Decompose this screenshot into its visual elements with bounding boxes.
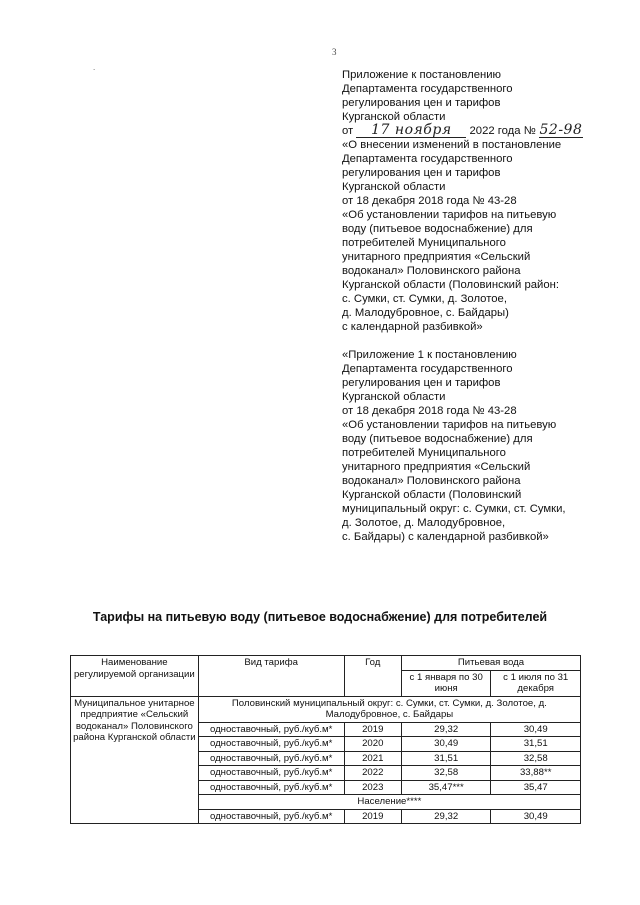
annex-line: Курганской области	[342, 111, 446, 123]
page-number: 3	[332, 47, 337, 57]
header-water: Питьевая вода	[401, 656, 580, 671]
half2-value-cell: 32,58	[491, 751, 581, 766]
annex-text-line: Курганской области	[342, 391, 446, 403]
annex-text-line: «Об установлении тарифов на питьевую	[342, 419, 557, 431]
tariff-kind-cell: одноставочный, руб./куб.м*	[198, 809, 344, 824]
annex-text-line: от 18 декабря 2018 года № 43-28	[342, 195, 517, 207]
annex-text-line: от 18 декабря 2018 года № 43-28	[342, 405, 517, 417]
date-suffix: 2022 года №	[469, 125, 536, 137]
annex-text-line: с. Байдары) с календарной разбивкой»	[342, 531, 549, 543]
annex-text-line: Курганской области (Половинский район:	[342, 279, 559, 291]
page-title: Тарифы на питьевую воду (питьевое водоснабжение) для потребителей	[92, 610, 548, 624]
population-cell: Население****	[198, 795, 580, 810]
year-cell: 2023	[344, 780, 401, 795]
table-row	[71, 696, 581, 722]
annex-text-line: «Об установлении тарифов на питьевую	[342, 209, 557, 221]
annex-text-line: с календарной разбивкой»	[342, 321, 483, 333]
header-year: Год	[344, 656, 401, 697]
table-body	[71, 696, 581, 824]
tariff-kind-cell: одноставочный, руб./куб.м*	[198, 751, 344, 766]
annex-text-line: унитарного предприятия «Сельский	[342, 461, 531, 473]
annex-text-line: потребителей Муниципального	[342, 447, 506, 459]
year-cell: 2020	[344, 737, 401, 752]
handwritten-number-text: 52-98	[539, 122, 583, 138]
header-half1: с 1 января по 30 июня	[401, 670, 491, 696]
annex-text-line: потребителей Муниципального	[342, 237, 506, 249]
half1-value-cell: 31,51	[401, 751, 491, 766]
annex-text-line: д. Золотое, д. Малодубровное,	[342, 517, 506, 529]
table-header-row	[71, 656, 581, 671]
annex-text-line: Департамента государственного	[342, 363, 513, 375]
amendment-title	[342, 138, 632, 334]
annex-text-line: воду (питьевое водоснабжение) для	[342, 433, 533, 445]
annex1-header	[342, 348, 632, 544]
header-org: Наименование регулируемой организации	[71, 656, 199, 697]
tariff-kind-cell: одноставочный, руб./куб.м*	[198, 780, 344, 795]
annex-text-line: д. Малодубровное, с. Байдары)	[342, 307, 509, 319]
tariff-kind-cell: одноставочный, руб./куб.м*	[198, 737, 344, 752]
org-name-cell: Муниципальное унитарное предприятие «Сельский водоканал» Половинского района Курганской области	[71, 696, 199, 824]
handwritten-number	[539, 124, 583, 138]
tariff-kind-cell: одноставочный, руб./куб.м*	[198, 766, 344, 781]
stray-mark: .	[93, 63, 96, 72]
annex-text-line: муниципальный округ: с. Сумки, ст. Сумки,	[342, 503, 566, 515]
annex-text-line: водоканал» Половинского района	[342, 265, 521, 277]
year-cell: 2021	[344, 751, 401, 766]
annex-text-line: регулирования цен и тарифов	[342, 377, 501, 389]
year-cell: 2022	[344, 766, 401, 781]
annex-text-line: «О внесении изменений в постановление	[342, 139, 562, 151]
tariff-table	[70, 655, 581, 824]
half1-value-cell: 29,32	[401, 722, 491, 737]
annex-line: Департамента государственного	[342, 83, 513, 95]
annex-text-line: воду (питьевое водоснабжение) для	[342, 223, 533, 235]
annex-text-line: «Приложение 1 к постановлению	[342, 349, 517, 361]
half1-value-cell: 29,32	[401, 809, 491, 824]
annex-text-line: Курганской области	[342, 181, 446, 193]
annex-line: регулирования цен и тарифов	[342, 97, 501, 109]
half1-value-cell: 32,58	[401, 766, 491, 781]
half2-value-cell: 35,47	[491, 780, 581, 795]
half1-value-cell: 35,47***	[401, 780, 491, 795]
half2-value-cell: 30,49	[491, 722, 581, 737]
annex-text-line: унитарного предприятия «Сельский	[342, 251, 531, 263]
half2-value-cell: 30,49	[491, 809, 581, 824]
half1-value-cell: 30,49	[401, 737, 491, 752]
annex-line: Приложение к постановлению	[342, 69, 502, 81]
half2-value-cell: 33,88**	[491, 766, 581, 781]
year-cell: 2019	[344, 722, 401, 737]
annex-header	[342, 68, 632, 544]
year-cell: 2019	[344, 809, 401, 824]
annex-text-line: Департамента государственного	[342, 153, 513, 165]
handwritten-date-text: 17 ноября	[356, 124, 466, 138]
annex-text-line: с. Сумки, ст. Сумки, д. Золотое,	[342, 293, 507, 305]
half2-value-cell: 31,51	[491, 737, 581, 752]
date-prefix: от	[342, 125, 354, 137]
region-cell: Половинский муниципальный округ: с. Сумки, ст. Сумки, д. Золотое, д. Малодубровное, с. Байдары	[198, 696, 580, 722]
annex-text-line: водоканал» Половинского района	[342, 475, 521, 487]
header-kind: Вид тарифа	[198, 656, 344, 697]
annex-text-line: Курганской области (Половинский	[342, 489, 522, 501]
annex-text-line: регулирования цен и тарифов	[342, 167, 501, 179]
tariff-kind-cell: одноставочный, руб./куб.м*	[198, 722, 344, 737]
header-half2: с 1 июля по 31 декабря	[491, 670, 581, 696]
handwritten-date	[356, 124, 466, 138]
resolution-date-line	[342, 124, 632, 138]
